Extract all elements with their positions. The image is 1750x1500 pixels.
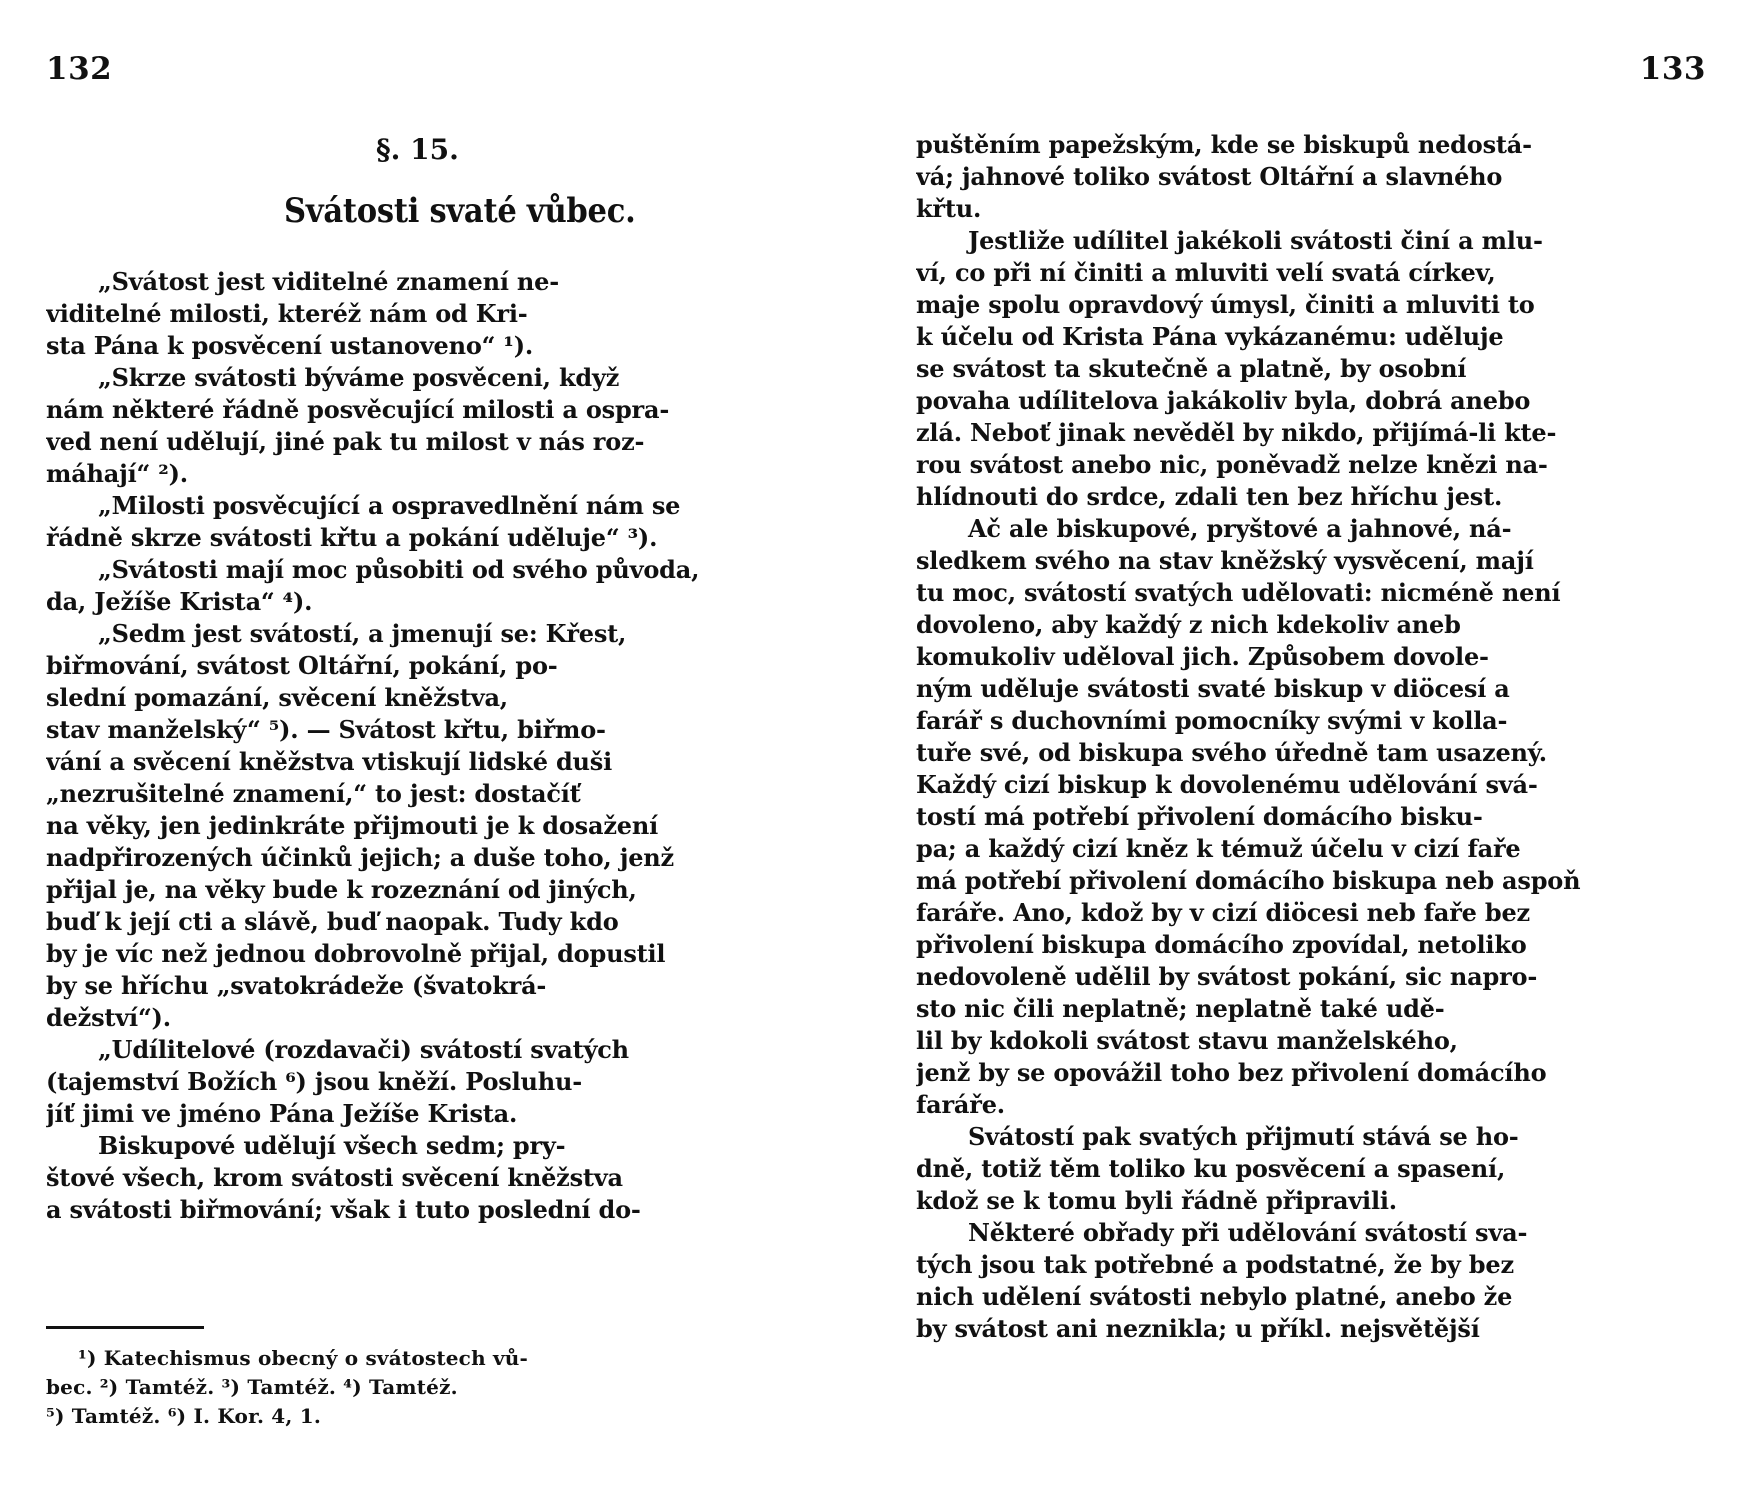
text-line: buď k její cti a slávě, buď naopak. Tudy kdo [46,907,619,936]
text-line: dovoleno, aby každý z nich kdekoliv aneb [916,610,1461,639]
text-line: Svátostí pak svatých přijmutí stává se ho- [968,1122,1519,1151]
right-page [916,0,1706,1500]
text-line: řádně skrze svátosti křtu a pokání uděluje“ ³). [46,523,658,552]
text-line: dežství“). [46,1003,171,1032]
text-line: komukoliv uděloval jich. Způsobem dovole- [916,642,1489,671]
footnote-line: ¹) Katechismus obecný o svátostech vů- [78,1346,529,1370]
text-line: da, Ježíše Krista“ ⁴). [46,587,313,616]
text-line: tostí má potřebí přivolení domácího bisku- [916,802,1483,831]
text-line: vání a svěcení kněžstva vtiskují lidské duši [46,747,613,776]
text-line: by je víc než jednou dobrovolně přijal, dopustil [46,939,666,968]
text-line: ným uděluje svátosti svaté biskup v diöcesí a [916,674,1510,703]
text-line: „Milosti posvěcující a ospravedlnění nám se [98,491,681,520]
text-line: lil by kdokoli svátost stavu manželského, [916,1026,1458,1055]
text-line: dně, totiž těm toliko ku posvěcení a spasení, [916,1154,1506,1183]
text-line: (tajemství Božích ⁶) jsou kněží. Posluhu- [46,1067,582,1096]
text-line: „Sedm jest svátostí, a jmenují se: Křest, [98,619,627,648]
text-line: přivolení biskupa domácího zpovídal, netoliko [916,930,1527,959]
text-line: zlá. Neboť jinak nevěděl by nikdo, přijímá-li kte- [916,418,1557,447]
text-line: pa; a každý cizí kněz k témuž účelu v cizí faře [916,834,1521,863]
text-line: Některé obřady při udělování svátostí sva- [968,1218,1528,1247]
section-title: Svátosti svaté vůbec. [284,191,636,231]
text-line: puštěním papežským, kde se biskupů nedostá- [916,130,1532,159]
text-line: rou svátost anebo nic, poněvadž nelze knězi na- [916,450,1548,479]
text-line: slední pomazání, svěcení kněžstva, [46,683,508,712]
text-line: tuře své, od biskupa svého úředně tam usazený. [916,738,1547,767]
text-line: Ač ale biskupové, pryštové a jahnové, ná- [968,514,1512,543]
text-line: sledkem svého na stav kněžský vysvěcení, mají [916,546,1534,575]
text-line: nám některé řádně posvěcující milosti a ospra- [46,395,670,424]
text-line: na věky, jen jedinkráte přijmouti je k dosažení [46,811,658,840]
text-line: jenž by se opovážil toho bez přivolení domácího [916,1058,1547,1087]
text-line: sto nic čili neplatně; neplatně také udě- [916,994,1445,1023]
text-line: tých jsou tak potřebné a podstatné, že by bez [916,1250,1514,1279]
text-line: „Skrze svátosti býváme posvěceni, když [98,363,620,392]
footnote-line: ⁵) Tamtéž. ⁶) I. Kor. 4, 1. [46,1404,322,1428]
text-line: by svátost ani neznikla; u příkl. nejsvětější [916,1314,1480,1343]
text-line: má potřebí přivolení domácího biskupa neb aspoň [916,866,1581,895]
text-line: ved není udělují, jiné pak tu milost v nás roz- [46,427,645,456]
footnote-divider [46,1326,204,1329]
text-line: máhají“ ²). [46,459,188,488]
footnotes [46,1344,830,1431]
text-line: sta Pána k posvěcení ustanoveno“ ¹). [46,331,534,360]
text-line: Biskupové udělují všech sedm; pry- [98,1131,566,1160]
text-line: se svátost ta skutečně a platně, by osobní [916,354,1467,383]
text-line: vá; jahnové toliko svátost Oltářní a slavného [916,162,1503,191]
text-line: k účelu od Krista Pána vykázanému: uděluje [916,322,1504,351]
text-line: křtu. [916,194,982,223]
text-line: by se hříchu „svatokrádeže (švatokrá- [46,971,547,1000]
text-line: nich udělení svátosti nebylo platné, anebo že [916,1282,1513,1311]
text-line: hlídnouti do srdce, zdali ten bez hříchu jest. [916,482,1503,511]
text-line: biřmování, svátost Oltářní, pokání, po- [46,651,558,680]
text-line: štové všech, krom svátosti svěcení kněžstva [46,1163,623,1192]
text-line: farář s duchovními pomocníky svými v kolla- [916,706,1508,735]
text-line: „Svátost jest viditelné znamení ne- [98,267,559,296]
text-line: nedovoleně udělil by svátost pokání, sic napro- [916,962,1538,991]
text-line: Každý cizí biskup k dovolenému udělování svá- [916,770,1538,799]
text-line: faráře. Ano, kdož by v cizí diöcesi neb faře bez [916,898,1530,927]
text-line: viditelné milosti, kteréž nám od Kri- [46,299,528,328]
page-number-right: 133 [1639,51,1706,87]
right-body-text [916,129,1706,1345]
text-line: povaha udílitelova jakákoliv byla, dobrá anebo [916,386,1531,415]
left-body-text [46,266,836,1226]
text-line: přijal je, na věky bude k rozeznání od jiných, [46,875,637,904]
text-line: kdož se k tomu byli řádně připravili. [916,1186,1397,1215]
text-line: tu moc, svátostí svatých udělovati: nicméně není [916,578,1561,607]
text-line: jíť jimi ve jméno Pána Ježíše Krista. [46,1099,518,1128]
footnote-line: bec. ²) Tamtéž. ³) Tamtéž. ⁴) Tamtéž. [46,1375,458,1399]
text-line: „nezrušitelné znamení,“ to jest: dostačíť [46,779,581,808]
text-line: faráře. [916,1090,1005,1119]
page-number-left: 132 [46,51,113,87]
text-line: a svátosti biřmování; však i tuto poslední do- [46,1195,641,1224]
text-line: maje spolu opravdový úmysl, činiti a mluviti to [916,290,1535,319]
left-page [46,0,836,1500]
text-line: „Udílitelové (rozdavači) svátostí svatých [98,1035,629,1064]
text-line: ví, co při ní činiti a mluviti velí svatá církev, [916,258,1496,287]
section-number: §. 15. [376,133,459,166]
text-line: Jestliže udílitel jakékoli svátosti činí a mlu- [968,226,1543,255]
text-line: „Svátosti mají moc působiti od svého původa, [98,555,700,584]
text-line: nadpřirozených účinků jejich; a duše toho, jenž [46,843,674,872]
text-line: stav manželský“ ⁵). — Svátost křtu, biřmo- [46,715,606,744]
